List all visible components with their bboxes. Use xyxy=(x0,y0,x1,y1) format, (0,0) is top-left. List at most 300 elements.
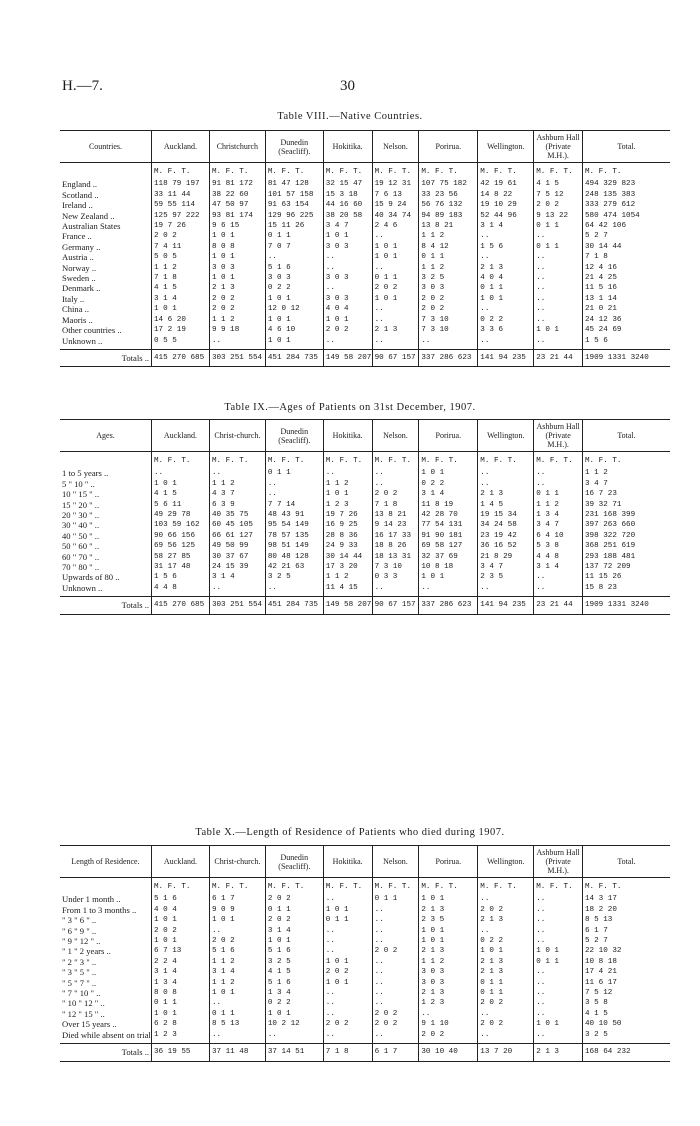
table-cell: .. xyxy=(534,263,583,273)
table-cell: 7 1 8 xyxy=(152,273,210,283)
sex-subheader: M. F. T. xyxy=(152,878,210,895)
total-cell: 415 270 685 xyxy=(152,597,210,614)
table-cell: 18 8 26 xyxy=(372,541,419,551)
table-cell: 368 251 619 xyxy=(583,541,671,551)
column-header: Auckland. xyxy=(152,420,210,452)
table-cell: 18 2 20 xyxy=(583,905,671,915)
table-cell: 3 5 8 xyxy=(583,998,671,1008)
table-cell: 5 2 7 xyxy=(583,936,671,946)
table-cell: 1 0 1 xyxy=(419,936,478,946)
table-cell: .. xyxy=(372,583,419,597)
table-cell: .. xyxy=(372,988,419,998)
table-cell: .. xyxy=(265,479,323,489)
table-cell: .. xyxy=(534,998,583,1008)
column-header: Dunedin (Seacliff). xyxy=(265,846,323,878)
table-cell: 4 1 5 xyxy=(152,283,210,293)
row-label: " 12 " 15 " .. xyxy=(62,1008,105,1019)
table-8-title: Table VIII.—Native Countries. xyxy=(277,111,423,122)
table-cell: 2 1 3 xyxy=(478,967,534,977)
table-9-title: Table IX.—Ages of Patients on 31st December, 1907. xyxy=(224,402,476,413)
sex-subheader: M. F. T. xyxy=(265,878,323,895)
table-cell: 2 0 2 xyxy=(323,967,372,977)
table-cell: .. xyxy=(478,231,534,241)
table-cell: 14 8 22 xyxy=(478,190,534,200)
sex-subheader: M. F. T. xyxy=(534,163,583,180)
table-cell: .. xyxy=(534,273,583,283)
table-cell: .. xyxy=(478,304,534,314)
table-cell: 0 2 2 xyxy=(265,283,323,293)
table-cell: 3 0 3 xyxy=(419,967,478,977)
total-cell: 168 64 232 xyxy=(583,1044,671,1061)
table-cell: 11 5 16 xyxy=(583,283,671,293)
table-cell: 49 50 99 xyxy=(209,541,265,551)
sex-subheader: M. F. T. xyxy=(152,163,210,180)
column-header: Hokitika. xyxy=(323,131,372,163)
table-cell: .. xyxy=(323,263,372,273)
table-cell: 8 0 8 xyxy=(209,242,265,252)
table-row xyxy=(60,325,670,335)
table-row xyxy=(60,252,670,262)
table-cell: 2 0 2 xyxy=(478,1019,534,1029)
table-cell: .. xyxy=(534,894,583,904)
table-cell: 2 0 2 xyxy=(372,946,419,956)
table-cell: 64 42 106 xyxy=(583,221,671,231)
sex-subheader: M. F. T. xyxy=(478,163,534,180)
table-cell: .. xyxy=(323,946,372,956)
table-cell: 3 3 6 xyxy=(478,325,534,335)
column-header: Wellington. xyxy=(478,846,534,878)
table-cell: 36 16 52 xyxy=(478,541,534,551)
table-cell: 1 1 2 xyxy=(419,957,478,967)
row-label: Died while absent on trial xyxy=(62,1029,151,1040)
table-cell: 95 54 149 xyxy=(265,520,323,530)
table-cell: 333 279 612 xyxy=(583,200,671,210)
table-cell: 4 1 5 xyxy=(265,967,323,977)
table-cell: 0 1 1 xyxy=(478,283,534,293)
table-row xyxy=(60,242,670,252)
table-cell: 2 1 3 xyxy=(209,283,265,293)
table-cell: 6 7 13 xyxy=(152,946,210,956)
row-label: 60 " 70 " .. xyxy=(62,551,100,562)
table-cell: 1 0 1 xyxy=(534,1019,583,1029)
table-cell: 2 0 2 xyxy=(372,1009,419,1019)
row-label: " 3 " 5 " .. xyxy=(62,967,97,978)
table-cell: .. xyxy=(323,998,372,1008)
table-cell: 1 2 3 xyxy=(323,500,372,510)
table-cell: 1 1 2 xyxy=(323,572,372,582)
column-header: Ashburn Hall (Private M.H.). xyxy=(534,420,583,452)
column-header: Nelson. xyxy=(372,846,419,878)
table-cell: 2 1 3 xyxy=(478,915,534,925)
table-ages-of-patients xyxy=(60,419,670,615)
total-cell: 337 286 623 xyxy=(419,597,478,614)
table-cell: .. xyxy=(534,926,583,936)
table-cell: 19 10 29 xyxy=(478,200,534,210)
sex-subheader: M. F. T. xyxy=(419,878,478,895)
table-cell: 101 57 158 xyxy=(265,190,323,200)
table-row xyxy=(60,978,670,988)
table-cell: 42 19 61 xyxy=(478,179,534,189)
table-cell: 1 0 1 xyxy=(209,915,265,925)
table-cell: 77 54 131 xyxy=(419,520,478,530)
table-cell: 3 4 7 xyxy=(478,562,534,572)
table-cell: 9 1 10 xyxy=(419,1019,478,1029)
table-cell: .. xyxy=(534,967,583,977)
table-cell: .. xyxy=(534,294,583,304)
table-cell: 2 0 2 xyxy=(265,894,323,904)
column-header: Christchurch xyxy=(209,131,265,163)
table-cell: 3 0 3 xyxy=(419,283,478,293)
table-cell: 3 2 5 xyxy=(583,1030,671,1044)
table-row xyxy=(60,946,670,956)
totals-label: Totals .. xyxy=(60,349,152,366)
table-cell: 10 8 18 xyxy=(583,957,671,967)
table-cell: 0 1 1 xyxy=(152,998,210,1008)
table-cell: 0 1 1 xyxy=(372,894,419,904)
table-cell: .. xyxy=(372,905,419,915)
column-header: Length of Residence. xyxy=(60,846,152,878)
table-cell: 9 9 18 xyxy=(209,325,265,335)
table-cell: .. xyxy=(372,926,419,936)
table-cell: .. xyxy=(478,252,534,262)
table-cell: 7 5 12 xyxy=(583,988,671,998)
table-cell: 2 3 5 xyxy=(478,572,534,582)
table-row xyxy=(60,200,670,210)
page-number: 30 xyxy=(340,78,355,94)
table-cell: 0 1 1 xyxy=(534,242,583,252)
table-cell: 398 322 720 xyxy=(583,531,671,541)
table-cell: .. xyxy=(372,304,419,314)
table-cell: 0 1 1 xyxy=(372,273,419,283)
total-cell: 1909 1331 3240 xyxy=(583,349,671,366)
table-cell: 1 5 6 xyxy=(478,242,534,252)
table-cell: 80 48 128 xyxy=(265,552,323,562)
table-cell: .. xyxy=(534,283,583,293)
row-label: Austria .. xyxy=(62,252,94,263)
table-cell: 13 1 14 xyxy=(583,294,671,304)
table-cell: 1 0 1 xyxy=(152,1009,210,1019)
table-cell: 5 1 6 xyxy=(265,978,323,988)
table-cell: 2 0 2 xyxy=(372,283,419,293)
table-cell: 13 8 21 xyxy=(372,510,419,520)
table-cell: .. xyxy=(478,926,534,936)
row-label: New Zealand .. xyxy=(62,210,115,221)
sex-subheader: M. F. T. xyxy=(323,452,372,469)
total-cell: 2 1 3 xyxy=(534,1044,583,1061)
table-cell: 48 43 91 xyxy=(265,510,323,520)
table-cell: .. xyxy=(265,583,323,597)
table-cell: .. xyxy=(372,967,419,977)
table-cell: 3 4 7 xyxy=(534,520,583,530)
sex-subheader xyxy=(60,878,152,895)
sex-subheader: M. F. T. xyxy=(583,452,671,469)
total-cell: 6 1 7 xyxy=(372,1044,419,1061)
table-cell: .. xyxy=(534,936,583,946)
sex-subheader: M. F. T. xyxy=(372,452,419,469)
table-cell: 24 15 39 xyxy=(209,562,265,572)
table-cell: 0 1 1 xyxy=(209,1009,265,1019)
table-cell: 38 22 60 xyxy=(209,190,265,200)
sex-subheader xyxy=(60,163,152,180)
total-cell: 1909 1331 3240 xyxy=(583,597,671,614)
table-row xyxy=(60,315,670,325)
table-cell: 3 0 3 xyxy=(209,263,265,273)
table-cell: 1 0 1 xyxy=(152,304,210,314)
table-cell: 6 1 7 xyxy=(209,894,265,904)
table-cell: .. xyxy=(323,336,372,350)
table-cell: 2 0 2 xyxy=(534,200,583,210)
sex-subheader: M. F. T. xyxy=(152,452,210,469)
table-cell: .. xyxy=(534,479,583,489)
totals-row xyxy=(60,349,670,366)
table-cell: 4 1 5 xyxy=(583,1009,671,1019)
row-label: " 5 " 7 " .. xyxy=(62,977,97,988)
table-cell: 1 0 1 xyxy=(323,905,372,915)
table-cell: .. xyxy=(478,894,534,904)
table-cell: 3 1 4 xyxy=(534,562,583,572)
table-cell: 2 0 2 xyxy=(419,1030,478,1044)
column-header: Ashburn Hall (Private M.H.). xyxy=(534,846,583,878)
table-cell: 1 5 6 xyxy=(152,572,210,582)
table-cell: 0 1 1 xyxy=(534,221,583,231)
table-cell: 2 0 2 xyxy=(209,936,265,946)
table-cell: 2 0 2 xyxy=(152,231,210,241)
report-code: H.—7. xyxy=(62,78,103,94)
table-cell: 4 1 5 xyxy=(152,489,210,499)
table-cell: 34 24 58 xyxy=(478,520,534,530)
table-cell: 1 1 2 xyxy=(209,978,265,988)
column-header: Porirua. xyxy=(419,131,478,163)
table-cell: 24 9 33 xyxy=(323,541,372,551)
table-cell: 1 0 1 xyxy=(323,978,372,988)
table-cell: 56 76 132 xyxy=(419,200,478,210)
table-cell: .. xyxy=(372,231,419,241)
table-cell: 4 1 5 xyxy=(534,179,583,189)
table-row xyxy=(60,179,670,189)
table-cell: 1 0 1 xyxy=(265,336,323,350)
row-label: Australian States xyxy=(62,221,121,232)
table-row xyxy=(60,263,670,273)
header-row xyxy=(60,846,670,878)
table-cell: 5 1 6 xyxy=(265,263,323,273)
table-cell: .. xyxy=(478,468,534,478)
table-cell: 91 90 181 xyxy=(419,531,478,541)
table-cell: 2 0 2 xyxy=(372,489,419,499)
table-cell: 9 13 22 xyxy=(534,211,583,221)
table-cell: 11 6 17 xyxy=(583,978,671,988)
table-row xyxy=(60,1019,670,1029)
row-label: Ireland .. xyxy=(62,200,93,211)
table-cell: 248 135 383 xyxy=(583,190,671,200)
totals-label: Totals .. xyxy=(60,1044,152,1061)
table-cell: .. xyxy=(372,479,419,489)
column-header: Countries. xyxy=(60,131,152,163)
table-row xyxy=(60,562,670,572)
column-header: Total. xyxy=(583,846,671,878)
column-header: Total. xyxy=(583,420,671,452)
table-cell: 1 0 1 xyxy=(478,946,534,956)
table-row xyxy=(60,468,670,478)
table-cell: 1 3 4 xyxy=(534,510,583,520)
table-row xyxy=(60,336,670,350)
column-header: Hokitika. xyxy=(323,420,372,452)
row-label: Denmark .. xyxy=(62,283,101,294)
row-label: Other countries .. xyxy=(62,325,122,336)
table-cell: 7 7 14 xyxy=(265,500,323,510)
table-cell: 14 3 17 xyxy=(583,894,671,904)
sex-subheader: M. F. T. xyxy=(265,163,323,180)
table-cell: 1 0 1 xyxy=(372,294,419,304)
table-cell: 9 0 9 xyxy=(209,905,265,915)
table-cell: 14 6 20 xyxy=(152,315,210,325)
table-cell: 2 4 6 xyxy=(372,221,419,231)
row-label: England .. xyxy=(62,179,98,190)
table-cell: 94 89 183 xyxy=(419,211,478,221)
table-cell: .. xyxy=(209,468,265,478)
table-cell: 4 0 4 xyxy=(152,905,210,915)
row-label: 20 " 30 " .. xyxy=(62,510,100,521)
table-cell: 8 5 13 xyxy=(583,915,671,925)
table-cell: 7 4 11 xyxy=(152,242,210,252)
table-cell: 1 0 1 xyxy=(265,936,323,946)
table-row xyxy=(60,231,670,241)
column-header: Christ-church. xyxy=(209,420,265,452)
table-cell: 44 16 60 xyxy=(323,200,372,210)
table-cell: 59 55 114 xyxy=(152,200,210,210)
table-cell: 5 1 6 xyxy=(152,894,210,904)
table-cell: 0 1 1 xyxy=(323,915,372,925)
table-cell: 6 1 7 xyxy=(583,926,671,936)
sex-subheader: M. F. T. xyxy=(372,163,419,180)
table-cell: 5 3 8 xyxy=(534,541,583,551)
table-cell: 6 3 9 xyxy=(209,500,265,510)
table-cell: 0 1 1 xyxy=(478,978,534,988)
row-label: 1 to 5 years .. xyxy=(62,468,109,479)
table-cell: .. xyxy=(478,479,534,489)
table-cell: 2 0 2 xyxy=(478,905,534,915)
column-header: Porirua. xyxy=(419,846,478,878)
table-cell: .. xyxy=(478,1030,534,1044)
table-cell: 13 8 21 xyxy=(419,221,478,231)
total-cell: 23 21 44 xyxy=(534,597,583,614)
table-cell: 40 10 50 xyxy=(583,1019,671,1029)
row-label: France .. xyxy=(62,231,92,242)
table-cell: 10 8 18 xyxy=(419,562,478,572)
table-cell: 129 96 225 xyxy=(265,211,323,221)
table-cell: 3 4 7 xyxy=(323,221,372,231)
table-cell: 3 1 4 xyxy=(152,967,210,977)
table-cell: 1 1 2 xyxy=(209,315,265,325)
table-cell: 4 3 7 xyxy=(209,489,265,499)
table-cell: 2 1 3 xyxy=(478,957,534,967)
total-cell: 37 14 51 xyxy=(265,1044,323,1061)
table-cell: 66 61 127 xyxy=(209,531,265,541)
table-cell: 0 2 2 xyxy=(478,315,534,325)
table-cell: 9 6 15 xyxy=(209,221,265,231)
table-cell: 17 3 20 xyxy=(323,562,372,572)
table-cell: 3 1 4 xyxy=(265,926,323,936)
row-label: " 1 " 2 years .. xyxy=(62,946,111,957)
table-cell: .. xyxy=(534,336,583,350)
table-cell: 7 3 10 xyxy=(419,315,478,325)
table-cell: 30 14 44 xyxy=(583,242,671,252)
row-label: Over 15 years .. xyxy=(62,1019,117,1030)
row-label: Unknown .. xyxy=(62,335,103,346)
table-cell: 5 0 5 xyxy=(152,252,210,262)
total-cell: 451 284 735 xyxy=(265,597,323,614)
table-cell: 1 0 1 xyxy=(265,1009,323,1019)
table-cell: .. xyxy=(534,583,583,597)
column-header: Ages. xyxy=(60,420,152,452)
table-row xyxy=(60,905,670,915)
row-label: 15 " 20 " .. xyxy=(62,499,100,510)
table-cell: 98 51 149 xyxy=(265,541,323,551)
table-cell: 19 15 34 xyxy=(478,510,534,520)
table-cell: .. xyxy=(372,1030,419,1044)
table-cell: 3 1 4 xyxy=(478,221,534,231)
table-cell: .. xyxy=(372,998,419,1008)
table-cell: 3 0 3 xyxy=(419,978,478,988)
table-row xyxy=(60,894,670,904)
table-row xyxy=(60,998,670,1008)
table-cell: 1 0 1 xyxy=(372,242,419,252)
table-cell: 1 0 1 xyxy=(323,231,372,241)
table-native-countries xyxy=(60,130,670,367)
table-cell: .. xyxy=(372,263,419,273)
column-header: Christ-church. xyxy=(209,846,265,878)
table-cell: 2 2 4 xyxy=(152,957,210,967)
table-cell: 3 0 3 xyxy=(265,273,323,283)
table-cell: 103 59 162 xyxy=(152,520,210,530)
total-cell: 149 58 207 xyxy=(323,597,372,614)
table-cell: 49 29 78 xyxy=(152,510,210,520)
table-cell: 1 3 4 xyxy=(152,978,210,988)
table-cell: 38 20 58 xyxy=(323,211,372,221)
table-cell: 2 0 2 xyxy=(323,325,372,335)
row-label: Italy .. xyxy=(62,293,85,304)
table-cell: 40 35 75 xyxy=(209,510,265,520)
table-cell: .. xyxy=(323,988,372,998)
table-cell: 17 2 19 xyxy=(152,325,210,335)
table-row xyxy=(60,510,670,520)
row-label: Maoris .. xyxy=(62,314,93,325)
table-cell: .. xyxy=(534,468,583,478)
table-cell: 3 1 4 xyxy=(209,967,265,977)
table-cell: .. xyxy=(323,252,372,262)
table-cell: 2 1 3 xyxy=(478,263,534,273)
table-cell: .. xyxy=(534,572,583,582)
table-cell: 8 5 13 xyxy=(209,1019,265,1029)
sex-subheader: M. F. T. xyxy=(265,452,323,469)
sex-subheader-row xyxy=(60,452,670,469)
column-header: Hokitika. xyxy=(323,846,372,878)
table-cell: .. xyxy=(265,252,323,262)
table-row xyxy=(60,479,670,489)
table-cell: 4 0 4 xyxy=(323,304,372,314)
sex-subheader-row xyxy=(60,163,670,180)
table-cell: 15 9 24 xyxy=(372,200,419,210)
row-label: Under 1 month .. xyxy=(62,894,121,905)
table-cell: 2 0 2 xyxy=(152,926,210,936)
table-cell: 1 5 6 xyxy=(583,336,671,350)
table-cell: 4 4 8 xyxy=(534,552,583,562)
row-label: " 7 " 10 " .. xyxy=(62,988,101,999)
total-cell: 7 1 8 xyxy=(323,1044,372,1061)
table-cell: 16 17 33 xyxy=(372,531,419,541)
total-cell: 149 58 207 xyxy=(323,349,372,366)
table-cell: 0 1 1 xyxy=(534,957,583,967)
table-cell: 16 9 25 xyxy=(323,520,372,530)
